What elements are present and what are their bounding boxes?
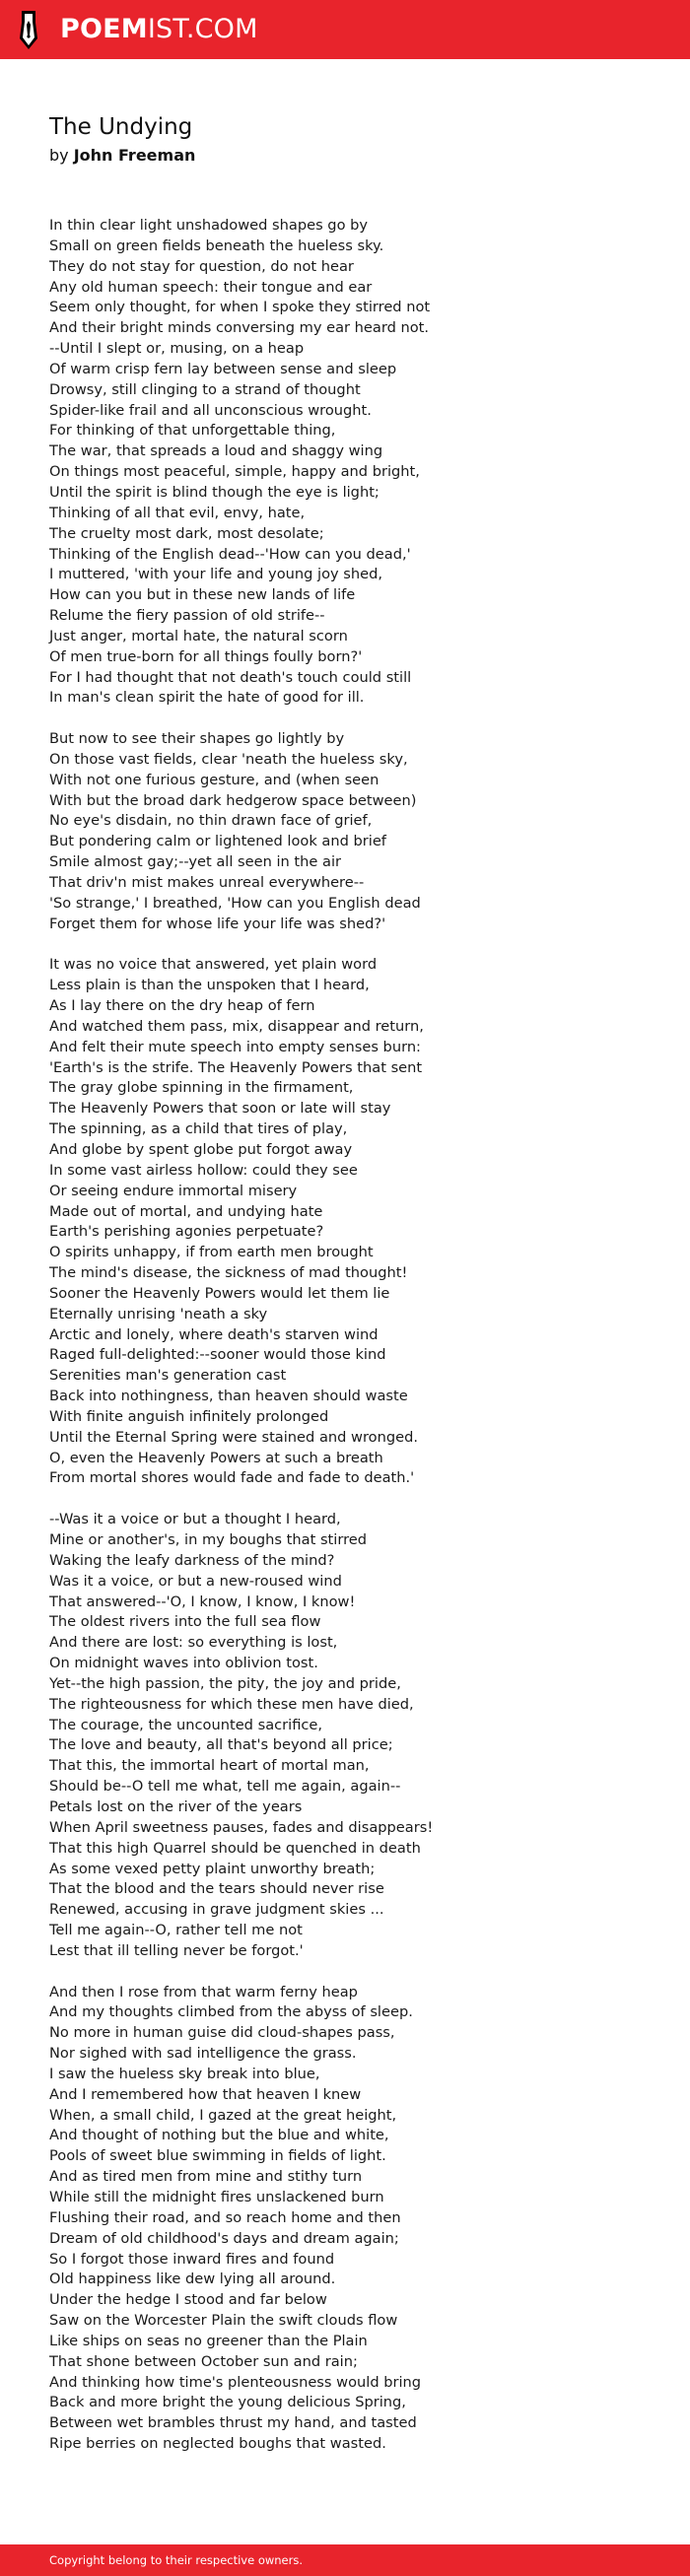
- poem-line: That answered--'O, I know, I know, I know!: [49, 1593, 356, 1610]
- poem-line: In thin clear light unshadowed shapes go by: [49, 217, 369, 234]
- poem-line: For I had thought that not death's touch could still: [49, 668, 412, 686]
- poem-line: The gray globe spinning in the firmament,: [49, 1079, 354, 1097]
- poem-line: As I lay there on the dry heap of fern: [49, 997, 315, 1015]
- poem-line: Back and more bright the young delicious Spring,: [49, 2394, 406, 2411]
- copyright-notice: Copyright belong to their respective owners.: [49, 2553, 304, 2567]
- poem-line: On things most peaceful, simple, happy and bright,: [49, 463, 420, 481]
- poem-line: With finite anguish infinitely prolonged: [49, 1407, 329, 1425]
- poem-line: Eternally unrising 'neath a sky: [49, 1305, 268, 1322]
- poem-line: No more in human guise did cloud-shapes pass,: [49, 2024, 395, 2042]
- poem-line: No eye's disdain, no thin drawn face of grief,: [49, 812, 373, 830]
- poem-line: From mortal shores would fade and fade to death.': [49, 1469, 415, 1487]
- poem-line: With but the broad dark hedgerow space between): [49, 791, 417, 809]
- poem-line: I muttered, 'with your life and young joy shed,: [49, 566, 383, 583]
- poem-line: Relume the fiery passion of old strife--: [49, 607, 325, 625]
- poem-line: And thought of nothing but the blue and white,: [49, 2127, 389, 2144]
- poem-line: O, even the Heavenly Powers at such a breath: [49, 1449, 383, 1466]
- poem-line: Spider-like frail and all unconscious wrought.: [49, 401, 372, 419]
- poem-line: Between wet brambles thrust my hand, and tasted: [49, 2414, 417, 2432]
- poem-stanza: [49, 1983, 660, 2455]
- poem-line: When April sweetness pauses, fades and disappears!: [49, 1818, 434, 1836]
- poem-line: Back into nothingness, than heaven should waste: [49, 1388, 408, 1405]
- poem-stanza: [49, 216, 660, 709]
- poem-line: And then I rose from that warm ferny heap: [49, 1983, 358, 2000]
- poem-line: And watched them pass, mix, disappear and return,: [49, 1017, 424, 1035]
- poem-line: Sooner the Heavenly Powers would let them lie: [49, 1284, 390, 1302]
- poem-line: They do not stay for question, do not hear: [49, 257, 354, 275]
- poem-line: Flushing their road, and so reach home and then: [49, 2208, 401, 2226]
- poem-line: Just anger, mortal hate, the natural scorn: [49, 627, 348, 644]
- poem-line: And thinking how time's plenteousness would bring: [49, 2373, 422, 2391]
- poem-line: When, a small child, I gazed at the great height,: [49, 2106, 397, 2124]
- poem-line: The mind's disease, the sickness of mad thought!: [49, 1264, 408, 1282]
- poem-line: Tell me again--O, rather tell me not: [49, 1922, 303, 1939]
- poem-line: Thinking of the English dead--'How can you dead,': [49, 545, 411, 563]
- poem-line: While still the midnight fires unslackened burn: [49, 2189, 384, 2205]
- poem-line: That this high Quarrel should be quenched in death: [49, 1839, 421, 1857]
- poem-line: And globe by spent globe put forgot away: [49, 1140, 353, 1158]
- poem-line: That shone between October sun and rain;: [49, 2352, 358, 2370]
- site-footer: [0, 2544, 690, 2576]
- poem-line: The love and beauty, all that's beyond all price;: [49, 1736, 393, 1754]
- poem-line: The righteousness for which these men have died,: [49, 1695, 414, 1713]
- poem-line: 'Earth's is the strife. The Heavenly Powers that sent: [49, 1058, 423, 1076]
- poem-stanza: [49, 955, 660, 1489]
- poem-line: Lest that ill telling never be forgot.': [49, 1941, 304, 1959]
- byline: [49, 145, 195, 167]
- poem-line: Any old human speech: their tongue and ear: [49, 278, 373, 296]
- poem-line: Forget them for whose life your life was shed?': [49, 915, 386, 932]
- poem-title: The Undying: [49, 114, 193, 140]
- poem-line: But now to see their shapes go lightly by: [49, 730, 345, 748]
- poem-line: Saw on the Worcester Plain the swift clouds flow: [49, 2312, 398, 2330]
- poem-line: Should be--O tell me what, tell me again, again--: [49, 1778, 401, 1796]
- poem-line: With not one furious gesture, and (when seen: [49, 771, 380, 788]
- poem-line: Or seeing endure immortal misery: [49, 1182, 298, 1199]
- poem-line: That the blood and the tears should never rise: [49, 1880, 384, 1898]
- poem-line: Under the hedge I stood and far below: [49, 2291, 327, 2309]
- poem-line: Seem only thought, for when I spoke they stirred not: [49, 299, 431, 316]
- logo-regular-text: IST.COM: [147, 14, 258, 44]
- poem-line: I saw the hueless sky break into blue,: [49, 2065, 320, 2082]
- poem-line: Nor sighed with sad intelligence the grass.: [49, 2045, 357, 2063]
- poem-line: Arctic and lonely, where death's starven wind: [49, 1325, 379, 1343]
- site-header: [0, 0, 690, 59]
- site-logo[interactable]: [60, 13, 258, 46]
- poem-line: Raged full-delighted:--sooner would those kind: [49, 1346, 386, 1364]
- poem-line: The oldest rivers into the full sea flow: [49, 1613, 321, 1631]
- poem-line: It was no voice that answered, yet plain word: [49, 956, 378, 974]
- poem-line: The Heavenly Powers that soon or late will stay: [49, 1100, 391, 1118]
- poem-line: On those vast fields, clear 'neath the hueless sky,: [49, 750, 408, 768]
- poem-line: And I remembered how that heaven I knew: [49, 2085, 362, 2103]
- poem-line: 'So strange,' I breathed, 'How can you English dead: [49, 894, 421, 912]
- poem-line: Like ships on seas no greener than the Plain: [49, 2332, 368, 2349]
- poem-line: Petals lost on the river of the years: [49, 1797, 303, 1815]
- poem-line: As some vexed petty plaint unworthy breath;: [49, 1860, 376, 1877]
- poem-line: And felt their mute speech into empty senses burn:: [49, 1038, 421, 1055]
- by-label: by: [49, 146, 69, 165]
- poem-line: And their bright minds conversing my ear heard not.: [49, 319, 430, 337]
- poem-line: In man's clean spirit the hate of good for ill.: [49, 689, 365, 707]
- poem-line: The spinning, as a child that tires of play,: [49, 1120, 348, 1138]
- poem-line: Small on green fields beneath the hueless sky.: [49, 237, 384, 254]
- poem-line: Until the spirit is blind though the eye is light;: [49, 483, 380, 501]
- poem-stanza: [49, 1510, 660, 1962]
- poem-line: And my thoughts climbed from the abyss of sleep.: [49, 2003, 413, 2021]
- poem-line: The courage, the uncounted sacrifice,: [49, 1716, 323, 1733]
- poem-line: How can you but in these new lands of life: [49, 586, 356, 604]
- author-link[interactable]: John Freeman: [73, 146, 196, 165]
- poem-line: That this, the immortal heart of mortal man,: [49, 1757, 370, 1775]
- poem-line: --Until I slept or, musing, on a heap: [49, 340, 305, 358]
- poem-line: But pondering calm or lightened look and brief: [49, 833, 386, 850]
- poem-body: [49, 216, 660, 2475]
- poem-line: For thinking of that unforgettable thing,: [49, 422, 336, 440]
- poem-line: Less plain is than the unspoken that I heard,: [49, 977, 370, 994]
- poem-line: So I forgot those inward fires and found: [49, 2250, 335, 2268]
- poem-line: Was it a voice, or but a new-roused wind: [49, 1572, 342, 1590]
- poem-line: Made out of mortal, and undying hate: [49, 1202, 323, 1220]
- poem-line: --Was it a voice or but a thought I heard,: [49, 1511, 341, 1528]
- poem-line: Pools of sweet blue swimming in fields of light.: [49, 2147, 386, 2165]
- poem-stanza: [49, 729, 660, 934]
- poem-line: O spirits unhappy, if from earth men brought: [49, 1244, 374, 1261]
- poem-line: Smile almost gay;--yet all seen in the air: [49, 853, 341, 871]
- logo-bold-text: POEM: [60, 14, 148, 44]
- poem-line: Serenities man's generation cast: [49, 1367, 287, 1385]
- poem-line: Mine or another's, in my boughs that stirred: [49, 1531, 367, 1548]
- poem-line: Waking the leafy darkness of the mind?: [49, 1551, 335, 1569]
- poem-line: Ripe berries on neglected boughs that wasted.: [49, 2435, 386, 2453]
- poem-line: Earth's perishing agonies perpetuate?: [49, 1223, 324, 1241]
- poem-line: Yet--the high passion, the pity, the joy and pride,: [49, 1674, 401, 1692]
- pen-nib-icon[interactable]: [18, 9, 39, 50]
- poem-line: On midnight waves into oblivion tost.: [49, 1655, 318, 1672]
- poem-line: Drowsy, still clinging to a strand of thought: [49, 380, 361, 398]
- poem-line: Thinking of all that evil, envy, hate,: [49, 504, 306, 521]
- poem-line: Of warm crisp fern lay between sense and sleep: [49, 360, 397, 377]
- poem-line: That driv'n mist makes unreal everywhere--: [49, 874, 365, 891]
- poem-line: Of men true-born for all things foully born?': [49, 647, 363, 665]
- poem-line: And as tired men from mine and stithy turn: [49, 2168, 363, 2186]
- poem-line: Dream of old childhood's days and dream again;: [49, 2229, 399, 2247]
- poem-line: The war, that spreads a loud and shaggy wing: [49, 442, 383, 460]
- poem-line: Renewed, accusing in grave judgment skies ...: [49, 1901, 384, 1919]
- poem-line: The cruelty most dark, most desolate;: [49, 524, 324, 542]
- poem-line: Old happiness like dew lying all around.: [49, 2271, 336, 2288]
- poem-line: Until the Eternal Spring were stained and wronged.: [49, 1428, 418, 1446]
- poem-line: In some vast airless hollow: could they see: [49, 1161, 358, 1179]
- poem-line: And there are lost: so everything is lost,: [49, 1634, 338, 1652]
